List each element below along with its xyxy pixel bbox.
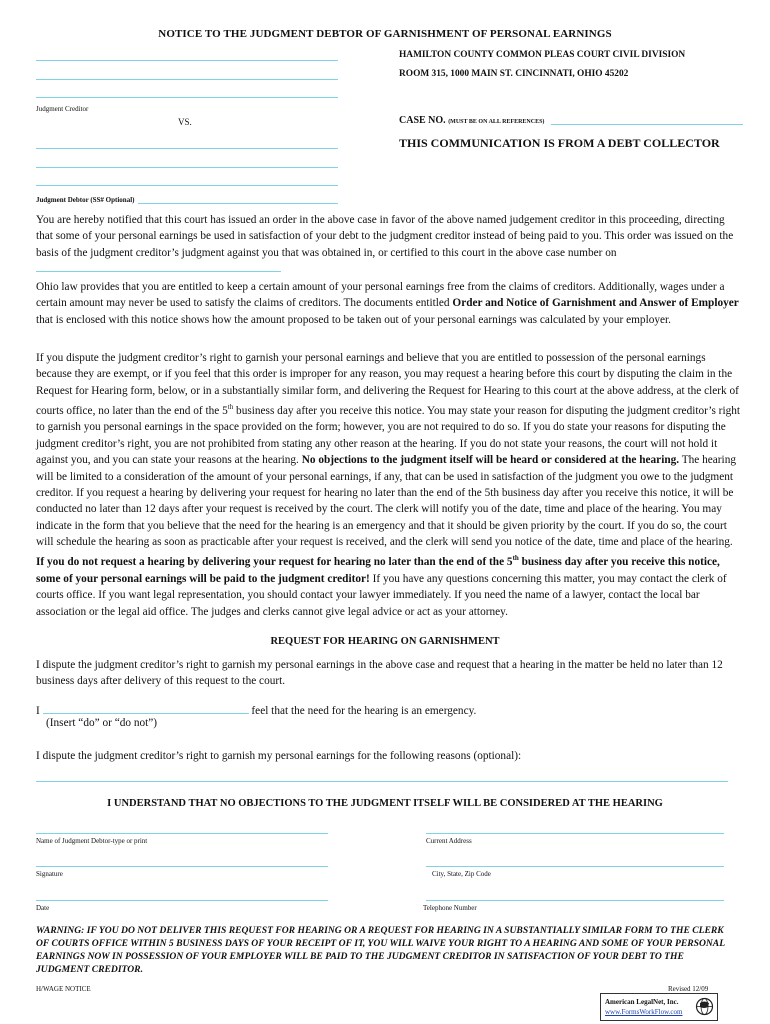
ordinal-suffix: th: [227, 403, 234, 412]
creditor-line-3[interactable]: [36, 97, 338, 98]
understand-statement: I UNDERSTAND THAT NO OBJECTIONS TO THE JUDGMENT ITSELF WILL BE CONSIDERED AT THE HEARING: [107, 798, 663, 809]
paragraph-2-text: Ohio law provides that you are entitled to keep a certain amount of your personal earnings free from the claims of creditors. Additionally, wages under a certain amount may never be used to satisfy the claims of creditors. The documents entitled: [36, 281, 725, 310]
no-objections-statement: No objections to the judgment itself will be heard or considered at the hearing.: [301, 454, 680, 467]
creditor-line-2[interactable]: [36, 79, 338, 80]
paragraph-3-text: If you dispute the judgment creditor’s right to garnish your personal earnings and believe that you are entitled to possession of the personal earnings because they are exempt, or if you feel that this order is improper for any reason, you may request a hearing before this court by disputing the claim in the Request for Hearing form, below, or in a substantially similar form, and delivering the Request for Hearing to this court at the above address, at the clerk of courts office, no later than the end of the 5: [36, 352, 739, 417]
ordinal-suffix-bold: th: [512, 554, 519, 563]
telephone-field[interactable]: [426, 900, 724, 901]
current-address-label: Current Address: [426, 837, 472, 845]
city-state-zip-label: City, State, Zip Code: [432, 870, 491, 878]
paragraph-3-text-d: If you have any questions concerning this matter, you may contact the clerk of courts office. If you want legal representation, you should contact your lawyer immediately. If you need the name of a lawyer, contact the local bar association or the legal aid office. The judges and clerks cannot give legal advice or act as your attorney.: [36, 572, 727, 618]
publisher-name: American LegalNet, Inc.: [605, 998, 679, 1006]
order-document-name: Order and Notice of Garnishment and Answer of Employer: [452, 297, 739, 310]
paragraph-ohio-law: [36, 279, 742, 328]
paragraph-2-text-end: that is enclosed with this notice shows how the amount proposed to be taken out of your personal earnings was calculated by your employer.: [36, 313, 671, 326]
signature-field[interactable]: [36, 866, 328, 867]
deadline-text-b: business day after you receive this notice, some of your personal earnings will be paid to the judgment creditor!: [36, 556, 720, 585]
paragraph-1-text: You are hereby notified that this court has issued an order in the above case in favor of the above named judgement creditor in this proceeding, directing that some of your personal earnings be used in satisfaction of your debt to the judgment creditor instead of being paid to you. This order was issued on the basis of the judgment creditor’s judgment against you that was obtained in, or certified to this court in the above case number on: [36, 214, 734, 259]
publisher-logo: [600, 993, 718, 1021]
case-number-label: CASE NO.: [399, 115, 446, 126]
i-label: I: [36, 705, 40, 717]
request-heading: REQUEST FOR HEARING ON GARNISHMENT: [270, 636, 500, 647]
paragraph-order-issued: [36, 212, 742, 278]
date-label: Date: [36, 904, 50, 912]
telephone-label: Telephone Number: [423, 904, 477, 912]
court-name: HAMILTON COUNTY COMMON PLEAS COURT CIVIL DIVISION: [399, 50, 686, 60]
deadline-text-a: If you do not request a hearing by delivering your request for hearing no later than the end of the 5: [36, 556, 513, 569]
revision-date: Revised 12/09: [668, 985, 709, 993]
document-title: NOTICE TO THE JUDGMENT DEBTOR OF GARNISHMENT OF PERSONAL EARNINGS: [158, 28, 612, 40]
debtor-line-1[interactable]: [36, 148, 338, 149]
creditor-label: Judgment Creditor: [36, 105, 89, 113]
creditor-line-1[interactable]: [36, 60, 338, 61]
form-id: H/WAGE NOTICE: [36, 985, 91, 993]
do-or-do-not-field[interactable]: [43, 703, 249, 714]
reasons-statement: I dispute the judgment creditor’s right to garnish my personal earnings for the following reasons (optional):: [36, 750, 522, 762]
emergency-text: feel that the need for the hearing is an emergency.: [251, 705, 477, 717]
judgment-date-field[interactable]: [36, 261, 281, 272]
paragraph-3-text-c: The hearing will be limited to a consideration of the amount of your personal earnings, if any, that can be used in satisfaction of the judgment you owe to the judgment creditor. If you request a hearing by delivering your request for hearing no later than the end of the 5th business day after you receive this notice, it will be conducted no later than 12 days after your request is received by the court. The clerk will notify you of the date, time and place of the hearing. You may indicate in the form that you believe that the need for the hearing is an emergency and that it should be given priority by the court. If you do so, the court will schedule the hearing as soon as practicable after your request is received, and the clerk will send you notice of the date, time and place of the hearing.: [36, 454, 736, 549]
city-state-zip-field[interactable]: [426, 866, 724, 867]
debt-collector-notice: THIS COMMUNICATION IS FROM A DEBT COLLECTOR: [399, 136, 720, 150]
signature-label: Signature: [36, 870, 63, 878]
case-number-note: (MUST BE ON ALL REFERENCES): [448, 119, 545, 125]
insert-note: (Insert “do” or “do not”): [46, 717, 158, 729]
debtor-name-label: Name of Judgment Debtor-type or print: [36, 837, 148, 845]
paragraph-dispute-rights: [36, 350, 742, 620]
case-number-row: [399, 115, 544, 126]
emergency-row: [36, 703, 476, 717]
debtor-name-field[interactable]: [36, 833, 328, 834]
globe-icon: [695, 997, 714, 1016]
publisher-url[interactable]: www.FormsWorkFlow.com: [605, 1008, 683, 1016]
waiver-warning: WARNING: IF YOU DO NOT DELIVER THIS REQUEST FOR HEARING OR A REQUEST FOR HEARING IN A SUBSTANTIALLY SIMILAR FORM TO THE CLERK OF COURTS OFFICE WITHIN 5 BUSINESS DAYS OF YOUR RECEIPT OF IT, YOU WILL WAIVE YOUR RIGHT TO A HEARING AND SOME OF YOUR PERSONAL EARNINGS NOW IN POSSESSION OF YOUR EMPLOYER WILL BE PAID TO THE JUDGMENT CREDITOR IN SATISFACTION OF YOUR DEBT TO THE JUDGMENT CREDITOR.: [36, 925, 725, 975]
court-address: ROOM 315, 1000 MAIN ST. CINCINNATI, OHIO 45202: [399, 69, 629, 79]
date-field[interactable]: [36, 900, 328, 901]
debtor-line-3[interactable]: [36, 185, 338, 186]
debtor-label: Judgment Debtor (SS# Optional): [36, 196, 135, 204]
current-address-field[interactable]: [426, 833, 724, 834]
case-number-field[interactable]: [551, 124, 743, 125]
debtor-ss-field[interactable]: [138, 203, 338, 204]
reasons-field[interactable]: [36, 781, 728, 782]
debtor-line-2[interactable]: [36, 167, 338, 168]
paragraph-3-text-b: business day after you receive this notice. You may state your reason for disputing the judgment creditor’s right to garnish you personal earnings in the space provided on the form; however, you are not required to do so. If you do state your reasons for disputing the judgment creditor’s right, you are not prohibited from stating any other reason at the hearing. If you do not state your reasons, the court will not hold it against you, and you can state your reasons at the hearing.: [36, 404, 741, 467]
versus-label: VS.: [178, 117, 192, 127]
request-statement: I dispute the judgment creditor’s right to garnish my personal earnings in the above case and request that a hearing in the matter be held no later than 12 business days after delivery of this request to the court.: [36, 659, 723, 688]
